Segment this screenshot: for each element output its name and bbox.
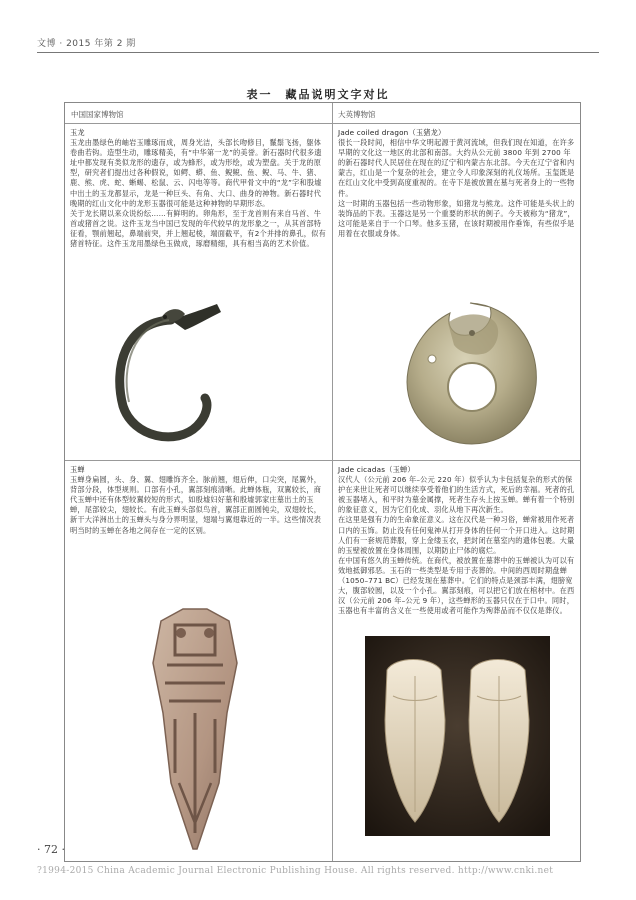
row2-right-name: Jade cicadas（玉蝉）	[338, 465, 415, 474]
row1-right-cell	[338, 128, 576, 239]
row1-right-text2: 这一时期的玉器包括一些动物形象，如猪龙与熊龙。这件可能是头状上的装饰品的下表。玉器这是另一个重要的形状的例子。今天被称为“猪龙”，这可能是来自于一个口琴。他多玉猪，在该时期被用作垂饰，有些似乎是用着在衣服或身体。	[338, 198, 575, 238]
comparison-table	[64, 102, 581, 862]
jade-cicadas-han-photo	[365, 636, 550, 836]
header-left: 中国国家博物馆	[71, 110, 124, 119]
table-title: 表一 藏品说明文字对比	[246, 88, 390, 101]
row-divider	[65, 460, 580, 461]
row1-left-name: 玉龙	[70, 128, 85, 137]
row1-right-name: Jade coiled dragon（玉猪龙）	[338, 128, 446, 137]
row2-left-name: 玉蝉	[70, 465, 85, 474]
jade-cicada-shang-photo	[135, 603, 255, 853]
row2-right-cell	[338, 465, 576, 616]
header-right: 大英博物馆	[338, 110, 376, 119]
row2-right-text2: 在这里是强有力的生命象征意义。这在汉代是一种习俗，蝉常被用作死者口内的玉饰。防止没有任何鬼神从打开身体的任何一个开口进入。这时期人们有一套规范葬服，穿上金缕玉衣，把封闭在墓室内的遗体包裹。大量的玉壁被放置在身体周围，以期防止尸体的腐烂。	[338, 515, 575, 555]
row1-left-text: 玉龙由墨绿色的岫岩玉雕琢而成，周身光洁，头部长吻修目，鬣鬃飞扬，躯体卷曲若钩。造型生动，雕琢精美，有“中华第一龙”的美誉。新石器时代很多遗址中都发现有类似龙形的遗存，或为蜂形，或为形绘，或为塑盘。关于龙的原型，研究者们提出过各种假说，如鳄、蟒、鱼、鲵鲵、鱼、鲵、马、牛、猪、鹿、熊、虎、蛇、蜥蜴、松鼠、云、闪电等等。商代甲骨文中的“龙”字和股墟中出土的玉龙都显示，龙是一种巨头、有角、大口、曲身的神物。新石器时代晚期的红山文化中的龙形玉器很可能是这种神物的早期形态。	[70, 138, 322, 208]
row2-left-text: 玉蝉身扁圆，头、身、翼、翅雕饰齐全。脉前翘，翅后伸，口尖突，尾翼外，背部分段，体型规则。口部有小孔，翼部刻痕清晰。此蝉体瓶，双翼较长，商代玉蝉中还有体型较翼较短的形式，如殷墟妇好墓和殷墟郭家庄墓出土的玉蝉，尾部较尖，翅较长。有此玉蝉头部似鸟首，翼部正面圆钝尖，双翅较长，新干大洋洲出土的玉蝉头与身分界明显，翅端与翼翅靠近的一半。这些情况表明当时的玉蝉在各地之间存在一定的区别。	[70, 475, 322, 535]
column-divider	[332, 103, 333, 861]
jade-dragon-photo	[105, 298, 235, 448]
copyright-footer: ?1994-2015 China Academic Journal Electronic Publishing House. All rights reserved. http://www.cnki.net	[37, 866, 554, 876]
row1-right-text: 很长一段时间，相信中华文明起源于黄河流域，但我们现在知道，在许多早期的文化这一地区的北部和南部。大约从公元前 3800 年到 2700 年的新石器时代人民居住在现在的辽宁和内蒙古东北部。今天在辽宁省和内蒙古，红山是一个复杂的社会，建立令人印象深刻的礼仪场所。玉玺既是在红山文化中受到高度重视的。在寺下是被放置在墓与死者身上的一些物件。	[338, 138, 575, 198]
page-number: · 72 ·	[37, 843, 65, 856]
row2-left-cell	[70, 465, 328, 536]
header-row-divider	[65, 123, 580, 124]
row1-left-cell	[70, 128, 328, 249]
row1-left-text2: 关于龙长期以来众说纷纭……有鲜明的。卵角形，至于龙首则有来自马首、牛首或猪首之说。这件玉龙当中国已发现的年代较早的龙形象之一，从其首部特征看，颚前翘起，鼻端前突，并上翘起棱，端面截平，有2个并排的鼻孔，似有猪首特征。这件玉龙用墨绿色玉做成，琢磨精细，具有相当高的艺术价值。	[70, 208, 326, 249]
row2-right-text3: 在中国有悠久的玉蝉传统。在商代，被放置在墓葬中的玉蝉被认为可以有效地抵御邪恶。玉石的一些类型是专用于丧葬的。中间的西周时期盘蝉（1050–771 BC）已经发现在墓葬中。它们的特点是颈部丰满，翅膀宽大，腹部较圆，以及一个小孔。翼部刻痕，可以把它们放在棺材中。在西汉（公元前 206 年–公元 9 年），这些蝉形的玉器只仅在于口中。同时，玉器也有丰富的含义在一些使用或者可能作为殉葬品而不仅仅是葬仪。	[338, 555, 575, 616]
jade-pig-dragon-photo	[390, 293, 550, 453]
row2-right-text: 汉代人（公元前 206 年–公元 220 年）似乎认为卡包括复杂的形式的保护在来世让死者可以继续享受着他们的生活方式，死后的幸福。死者的孔被玉器堵入，和平时为墓金属撑，死者生存头上按玉蝉。蝉有着一个特别的象征意义，因为它们化成、羽化从地下再次新生。	[338, 475, 575, 515]
header-rule	[37, 52, 599, 53]
running-head: 文博 · 2015 年第 2 期	[37, 39, 136, 49]
